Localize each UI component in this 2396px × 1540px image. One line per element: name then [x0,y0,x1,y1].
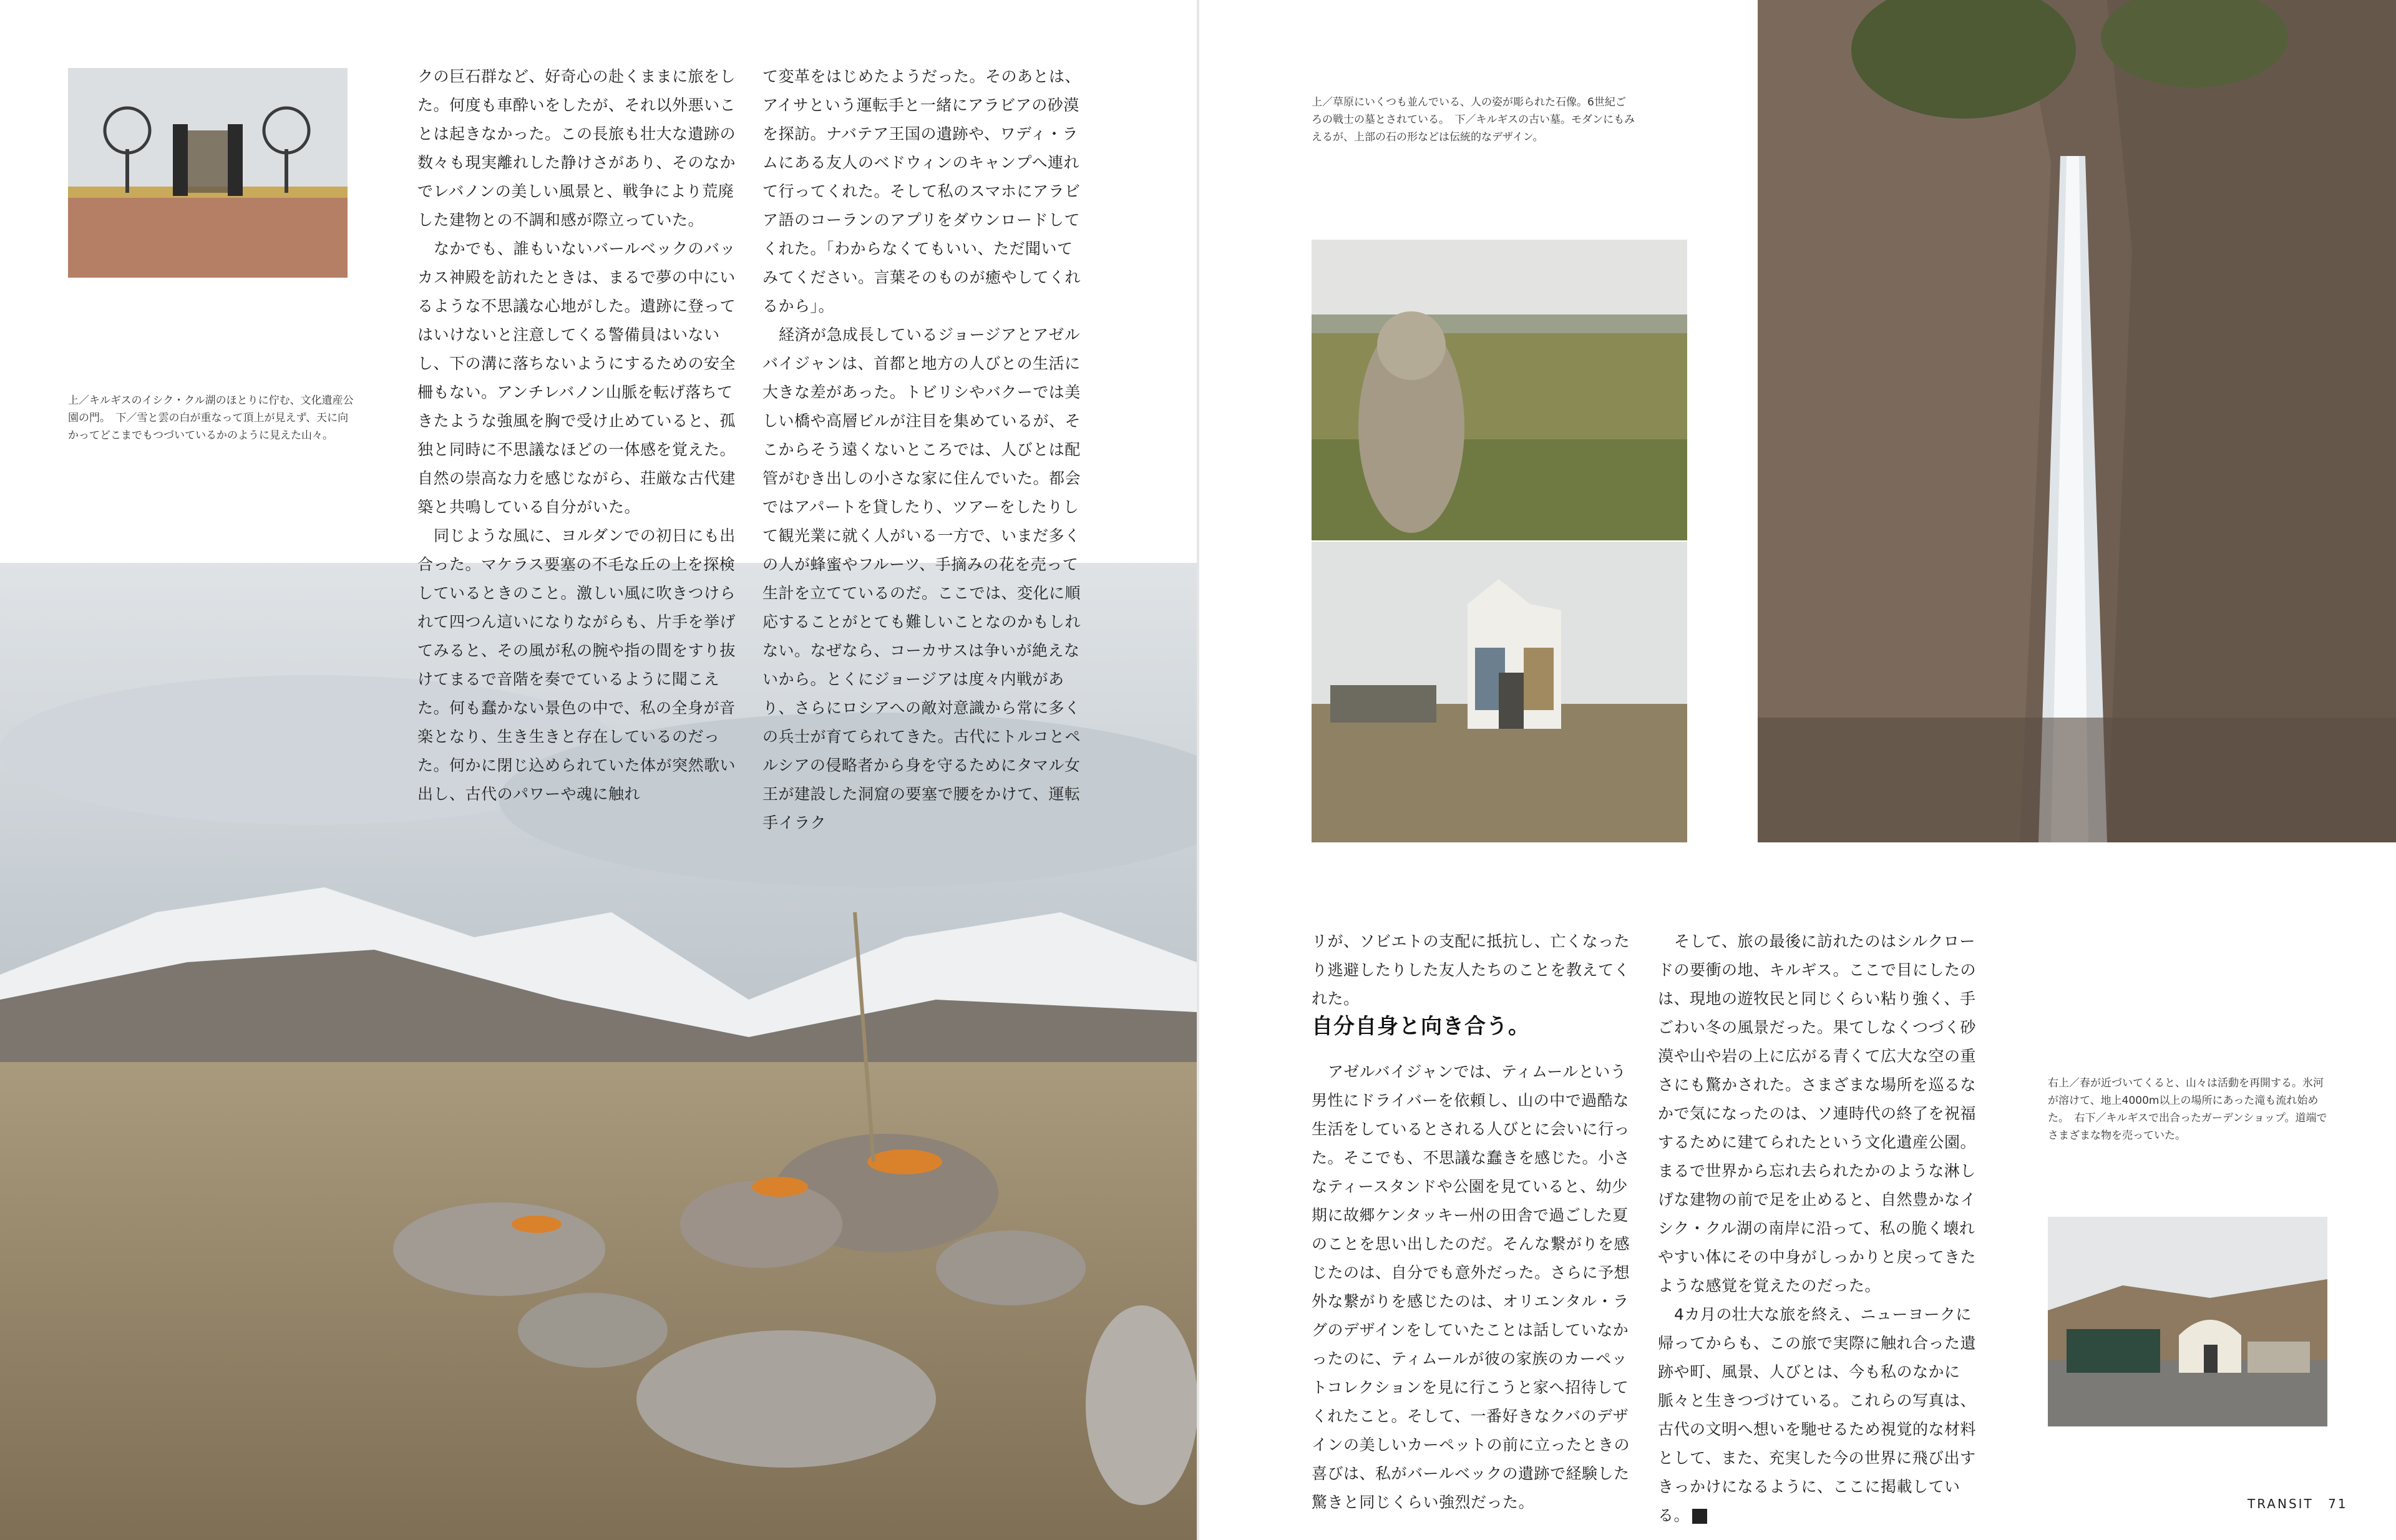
paragraph: アゼルバイジャンでは、ティムールという男性にドライバーを依頼し、山の中で過酷な生活をしているとされる人びとに会いに行った。そこでも、不思議な蠢きを感じた。小さなティースタンドや公園を見ていると、幼少期に故郷ケンタッキー州の田舎で過ごした夏のことを思い出したのだ。そんな繋がりを感じたのは、自分でも意外だった。さらに予想外な繋がりを感じたのは、オリエンタル・ラグのデザインをしていたことは話していなかったのに、ティムールが彼の家族のカーペットコレクションを見に行こうと家へ招待してくれたこと。そして、一番好きなクバのデザインの美しいカーペットの前に立ったときの喜びは、私がバールベックの遺跡で経験した驚きと同じくらい強烈だった。 [1312,1063,1630,1511]
caption-waterfall-shop: 右上／春が近づいてくると、山々は活動を再開する。氷河が溶けて、地上4000m以上の場所にあった滝も流れ始めた。 右下／キルギスで出合ったガーデンショップ。道端でさまざまな物を売っていた。 [2048,1077,2327,1142]
paragraph: そして、旅の最後に訪れたのはシルクロードの要衝の地、キルギス。ここで目にしたのは、現地の遊牧民と同じくらい粘り強く、手ごわい冬の風景だった。果てしなくつづく砂漠や山や岩の上に広がる青くて広大な空の重さにも驚かされた。さまざまな場所を巡るなかで気になったのは、ソ連時代の終了を祝福するために建てられたという文化遺産公園。まるで世界から忘れ去られたかのような淋しげな建物の前で足を止めると、自然豊かなイシク・クル湖の南岸に沿って、私の脆く壊れやすい体にその中身がしっかりと戻ってきたような感覚を覚えたのだった。 [1658,932,1977,1295]
right-text-column-1-body [1312,1058,1635,1517]
paragraph: 経済が急成長しているジョージアとアゼルバイジャンは、首都と地方の人びとの生活に大きな差があった。トビリシやバクーでは美しい橋や高層ビルが注目を集めているが、そこからそう遠くないところでは、人びとは配管がむき出しの小さな家に住んでいた。都会ではアパートを貸したり、ツアーをしたりして観光業に就く人がいる一方で、いまだ多くの人が蜂蜜やフルーツ、手摘みの花を売って生計を立てているのだ。ここでは、変化に順応することがとても難しいことなのかもしれない。なぜなら、コーカサスは争いが絶えないから。とくにジョージアは度々内戦があり、さらにロシアへの敵対意識から常に多くの兵士が育てられてきた。古代にトルコとペルシアの侵略者から身を守るためにタマル女王が建設した洞窟の要塞で腰をかけて、運転手イラク [762,326,1081,832]
left-page [0,0,1197,1540]
photo-stone-statue [1312,240,1687,540]
left-caption: 上／キルギスのイシク・クル湖のほとりに佇む、文化遺産公園の門。 下／雪と雲の白が重なって頂上が見えず、天に向かってどこまでもつづいているかのように見えた山々。 [68,394,354,442]
paragraph: なかでも、誰もいないバールベックのバッカス神殿を訪れたときは、まるで夢の中にいるような不思議な心地がした。遺跡に登ってはいけないと注意してくる警備員はいないし、下の溝に落ちないようにするための安全柵もない。アンチレバノン山脈を転げ落ちてきたような強風を胸で受け止めていると、孤独と同時に不思議なほどの一体感を覚えた。自然の崇高な力を感じながら、荘厳な古代建築と共鳴している自分がいた。 [417,240,736,516]
right-text-column-2 [1658,927,1981,1530]
right-text-column-1 [1312,927,1635,1013]
left-text-column-2 [762,62,1086,837]
caption-stone-statues: 上／草原にいくつも並んでいる、人の姿が彫られた石像。6世紀ごろの戦士の墓とされている。 下／キルギスの古い墓。モダンにもみえるが、上部の石の形などは伝統的なデザイン。 [1312,96,1635,144]
folio [2247,1496,2372,1511]
paragraph: リが、ソビエトの支配に抵抗し、亡くなったり逃避したりした友人たちのことを教えてくれた。 [1312,932,1630,1008]
end-mark-icon: T [1692,1509,1707,1524]
paragraph: て変革をはじめたようだった。そのあとは、アイサという運転手と一緒にアラビアの砂漠を探訪。ナバテア王国の遺跡や、ワディ・ラムにある友人のベドウィンのキャンプへ連れて行ってくれた。そして私のスマホにアラビア語のコーランのアプリをダウンロードしてくれた。「わからなくてもいい、ただ聞いてみてください。言葉そのものが癒やしてくれるから」。 [762,67,1081,315]
photo-park-gate [68,68,348,278]
paragraph [1658,1300,1981,1530]
photo-old-grave [1312,542,1687,842]
left-text-column-1 [417,62,741,809]
right-page [1199,0,2396,1540]
photo-garden-shop [2048,1217,2327,1426]
page-number: 71 [2328,1496,2348,1511]
photo-waterfall [1758,0,2396,842]
paragraph-text: 4カ月の壮大な旅を終え、ニューヨークに帰ってからも、この旅で実際に触れ合った遺跡や町、風景、人びとは、今も私のなかに脈々と生きつづけている。これらの写真は、古代の文明へ想いを馳せるため視覚的な材料として、また、充実した今の世界に飛び出すきっかけになるように、ここに掲載している。 [1658,1305,1977,1524]
paragraph: クの巨石群など、好奇心の赴くままに旅をした。何度も車酔いをしたが、それ以外悪いことは起きなかった。この長旅も壮大な遺跡の数々も現実離れした静けさがあり、そのなかでレバノンの美しい風景と、戦争により荒廃した建物との不調和感が際立っていた。 [417,67,736,229]
section-heading: 自分自身と向き合う。 [1312,1014,1530,1039]
folio-label: TRANSIT [2247,1496,2314,1511]
paragraph: 同じような風に、ヨルダンでの初日にも出合った。マケラス要塞の不毛な丘の上を探検しているときのこと。激しい風に吹きつけられて四つん這いになりながらも、片手を挙げてみると、その風が私の腕や指の間をすり抜けてまるで音階を奏でているように聞こえた。何も蠢かない景色の中で、私の全身が音楽となり、生き生きと存在しているのだった。何かに閉じ込められていた体が突然歌い出し、古代のパワーや魂に触れ [417,527,736,803]
